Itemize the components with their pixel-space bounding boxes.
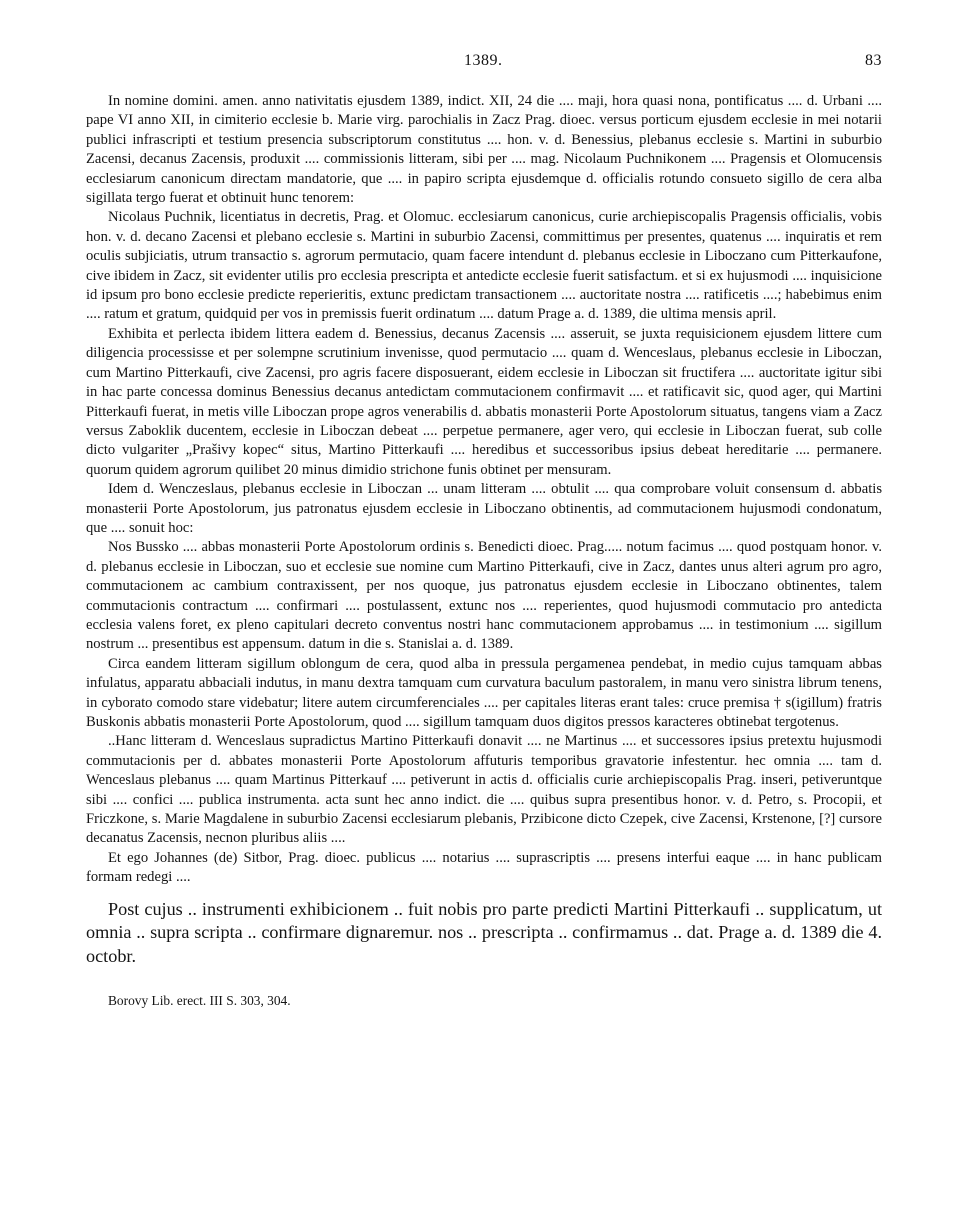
page-number: 83: [865, 52, 882, 69]
paragraph-commission-letter: Nicolaus Puchnik, licentiatus in decretis, Prag. et Olomuc. ecclesiarum canonicus, curie archiepiscopalis Pragensis officialis, vobis hon. v. d. decano Zacensi et plebano ecclesie s. Martini in suburbio Zacensi, committimus per presentes, quatenus .... inquiratis et rem oculis subjiciatis, utrum transactio s. agrorum permutacio, quam facere intendunt d. plebanus ecclesie in Liboczano cum Pitterkaufone, cive ibidem in Zacz, sit evidenter utilis pro ecclesia prescripta et antedicte ecclesie fuerit satisfactum. et si ex hujusmodi .... inquisicione id ipsum pro bono ecclesie predicte reperieritis, extunc predictam transactionem .... auctoritate nostra .... ratificetis ....; habebimus enim .... ratum et gratum, quidquid per vos in premissis fuerit ordinatum .... datum Prage a. d. 1389, die ultima mensis april.: [86, 209, 882, 323]
paragraph-notary-signature: Et ego Johannes (de) Sitbor, Prag. dioec. publicus .... notarius .... suprascriptis .... presens interfui eaque .... in hanc publicam formam redegi ....: [86, 849, 882, 886]
paragraph-inquiry-result: Exhibita et perlecta ibidem littera eadem d. Benessius, decanus Zacensis .... asseruit, se juxta requisicionem ejusdem littere cum diligencia processisse et per solempne scrutinium invenisse, quod permutacio .... quam d. Wenceslaus, plebanus ecclesie in Liboczan, cum Martino Pitterkaufi, cive Zacensi, pro agris facere disposuerant, eidem ecclesie in Liboczan sit fructifera .... auctoritate igitur sibi in hac parte concessa dominus Benessius decanus antedictam commutacionem confirmavit .... et ratificavit sic, quod ager, qui Martini Pitterkaufi fuerat, in metis ville Liboczan prope agros venerabilis d. abbatis monasterii Porte Apostolorum situatus, tangens viam a Zacz versus Zaboklik ducentem, ecclesie in Liboczan debeat .... perpetue permanere, ager vero, qui ecclesie in Liboczan fuerat, sub colle dicto vulgariter „Prašivy kopec“ situs, Martino Pitterkaufi .... heredibus et successoribus ipsius debeat hereditarie .... permanere. quorum quidem agrorum quilibet 20 minus dimidio strichone funis obtinet per mensuram.: [86, 325, 882, 478]
document-body: [86, 92, 882, 888]
page-year: 1389.: [464, 52, 503, 69]
page-header: [86, 52, 882, 80]
paragraph-plebanus-letter: Idem d. Wenczeslaus, plebanus ecclesie in Liboczan ... unam litteram .... obtulit .... qua comprobare voluit consensum d. abbatis monasterii Porte Apostolorum, jus patronatus ejusdem ecclesie in Liboczano obtinentis, ad commutacionem hujusmodi condonatum, que .... sonuit hoc:: [86, 481, 882, 536]
summary-paragraph: Post cujus .. instrumenti exhibicionem .. fuit nobis pro parte predicti Martini Pitterkaufi .. supplicatum, ut omnia .. supra scripta .. confirmare dignaremur. nos .. prescripta .. confirmamus .. dat. Prage a. d. 1389 die 4. octobr.: [86, 898, 882, 966]
source-citation: Borovy Lib. erect. III S. 303, 304.: [108, 993, 291, 1009]
paragraph-acts: ..Hanc litteram d. Wenceslaus supradictus Martino Pitterkaufi donavit .... ne Martinus .... et successores ipsius pretextu hujusmodi commutacionis per d. abbates monasterii Porte Apostolorum affuturis temporibus gravatorie infestentur. hec omnia .... tam d. Wenceslaus plebanus .... quam Martinus Pitterkauf .... petiverunt in actis d. officialis curie archiepiscopalis Prag. inseri, petiveruntque sibi .... confici .... publica instrumenta. acta sunt hec anno indict. die .... quibus supra presentibus honor. v. d. Petro, s. Procopii, et Friczkone, s. Marie Magdalene in suburbio Zacensi ecclesiarum plebanis, Przibicone dicto Czepek, cive Zacensi, Krstenone, [?] cursore decanatus Zacensis, necnon pluribus aliis ....: [86, 733, 882, 847]
paragraph-abbot-letter: Nos Bussko .... abbas monasterii Porte Apostolorum ordinis s. Benedicti dioec. Prag..... notum facimus .... quod postquam honor. v. d. plebanus ecclesie in Liboczan, suo et ecclesie sue nomine cum Martino Pitterkaufi, cive in Zacz, dantes unus alteri agrum pro agro, commutacionem ac cambium contraxissent, per nos quoque, jus patronatus ejusdem ecclesie in Liboczano obtinentes, talem commutacionis contractum .... confirmari .... postulassent, extunc nos .... reperientes, quod hujusmodi commutacio pro antedicta ecclesia valens foret, ex pleno capitulari decreto conventus nostri hanc commutacionem approbamus .... in testimonium .... sigillum nostrum ... presentibus est appensum. datum in die s. Stanislai a. d. 1389.: [86, 539, 882, 653]
paragraph-seal-description: Circa eandem litteram sigillum oblongum de cera, quod alba in pressula pergamenea pendebat, in medio cujus tamquam abbas infulatus, apparatu abbaciali indutus, in manu dextra tamquam cum curvatura baculum pastoralem, in manu vero sinistra librum tenens, in cyborato comodo stare videbatur; litere autem circumferenciales .... per capitales literas erant tales: cruce premisa † s(igillum) fratris Buskonis abbatis monasterii Porte Apostolorum, quod .... sigillum tamquam duos digitos pressos karacteres obtinebat tergotenus.: [86, 655, 882, 730]
confirmation-summary: [86, 898, 882, 969]
paragraph-notarial-opening: In nomine domini. amen. anno nativitatis ejusdem 1389, indict. XII, 24 die .... maji, hora quasi nona, pontificatus .... d. Urbani .... pape VI anno XII, in cimiterio ecclesie b. Marie virg. parochialis in Zacz Prag. dioec. versus porticum ejusdem ecclesie in mei notarii publici infrascripti et testium presencia subscriptorum constitutus .... hon. v. d. Benessius, plebanus ecclesie s. Martini in suburbio Zacensi, decanus Zacensis, produxit .... commissionis litteram, sibi per .... mag. Nicolaum Puchnikonem .... Pragensis et Olomucensis ecclesiarum canonicum directam mandatorie, que .... in papiro scripta ejusdemque d. officialis rotundo consueto sigillo de cera alba sigillata tergo fuerat et obtinuit hunc tenorem:: [86, 93, 882, 207]
